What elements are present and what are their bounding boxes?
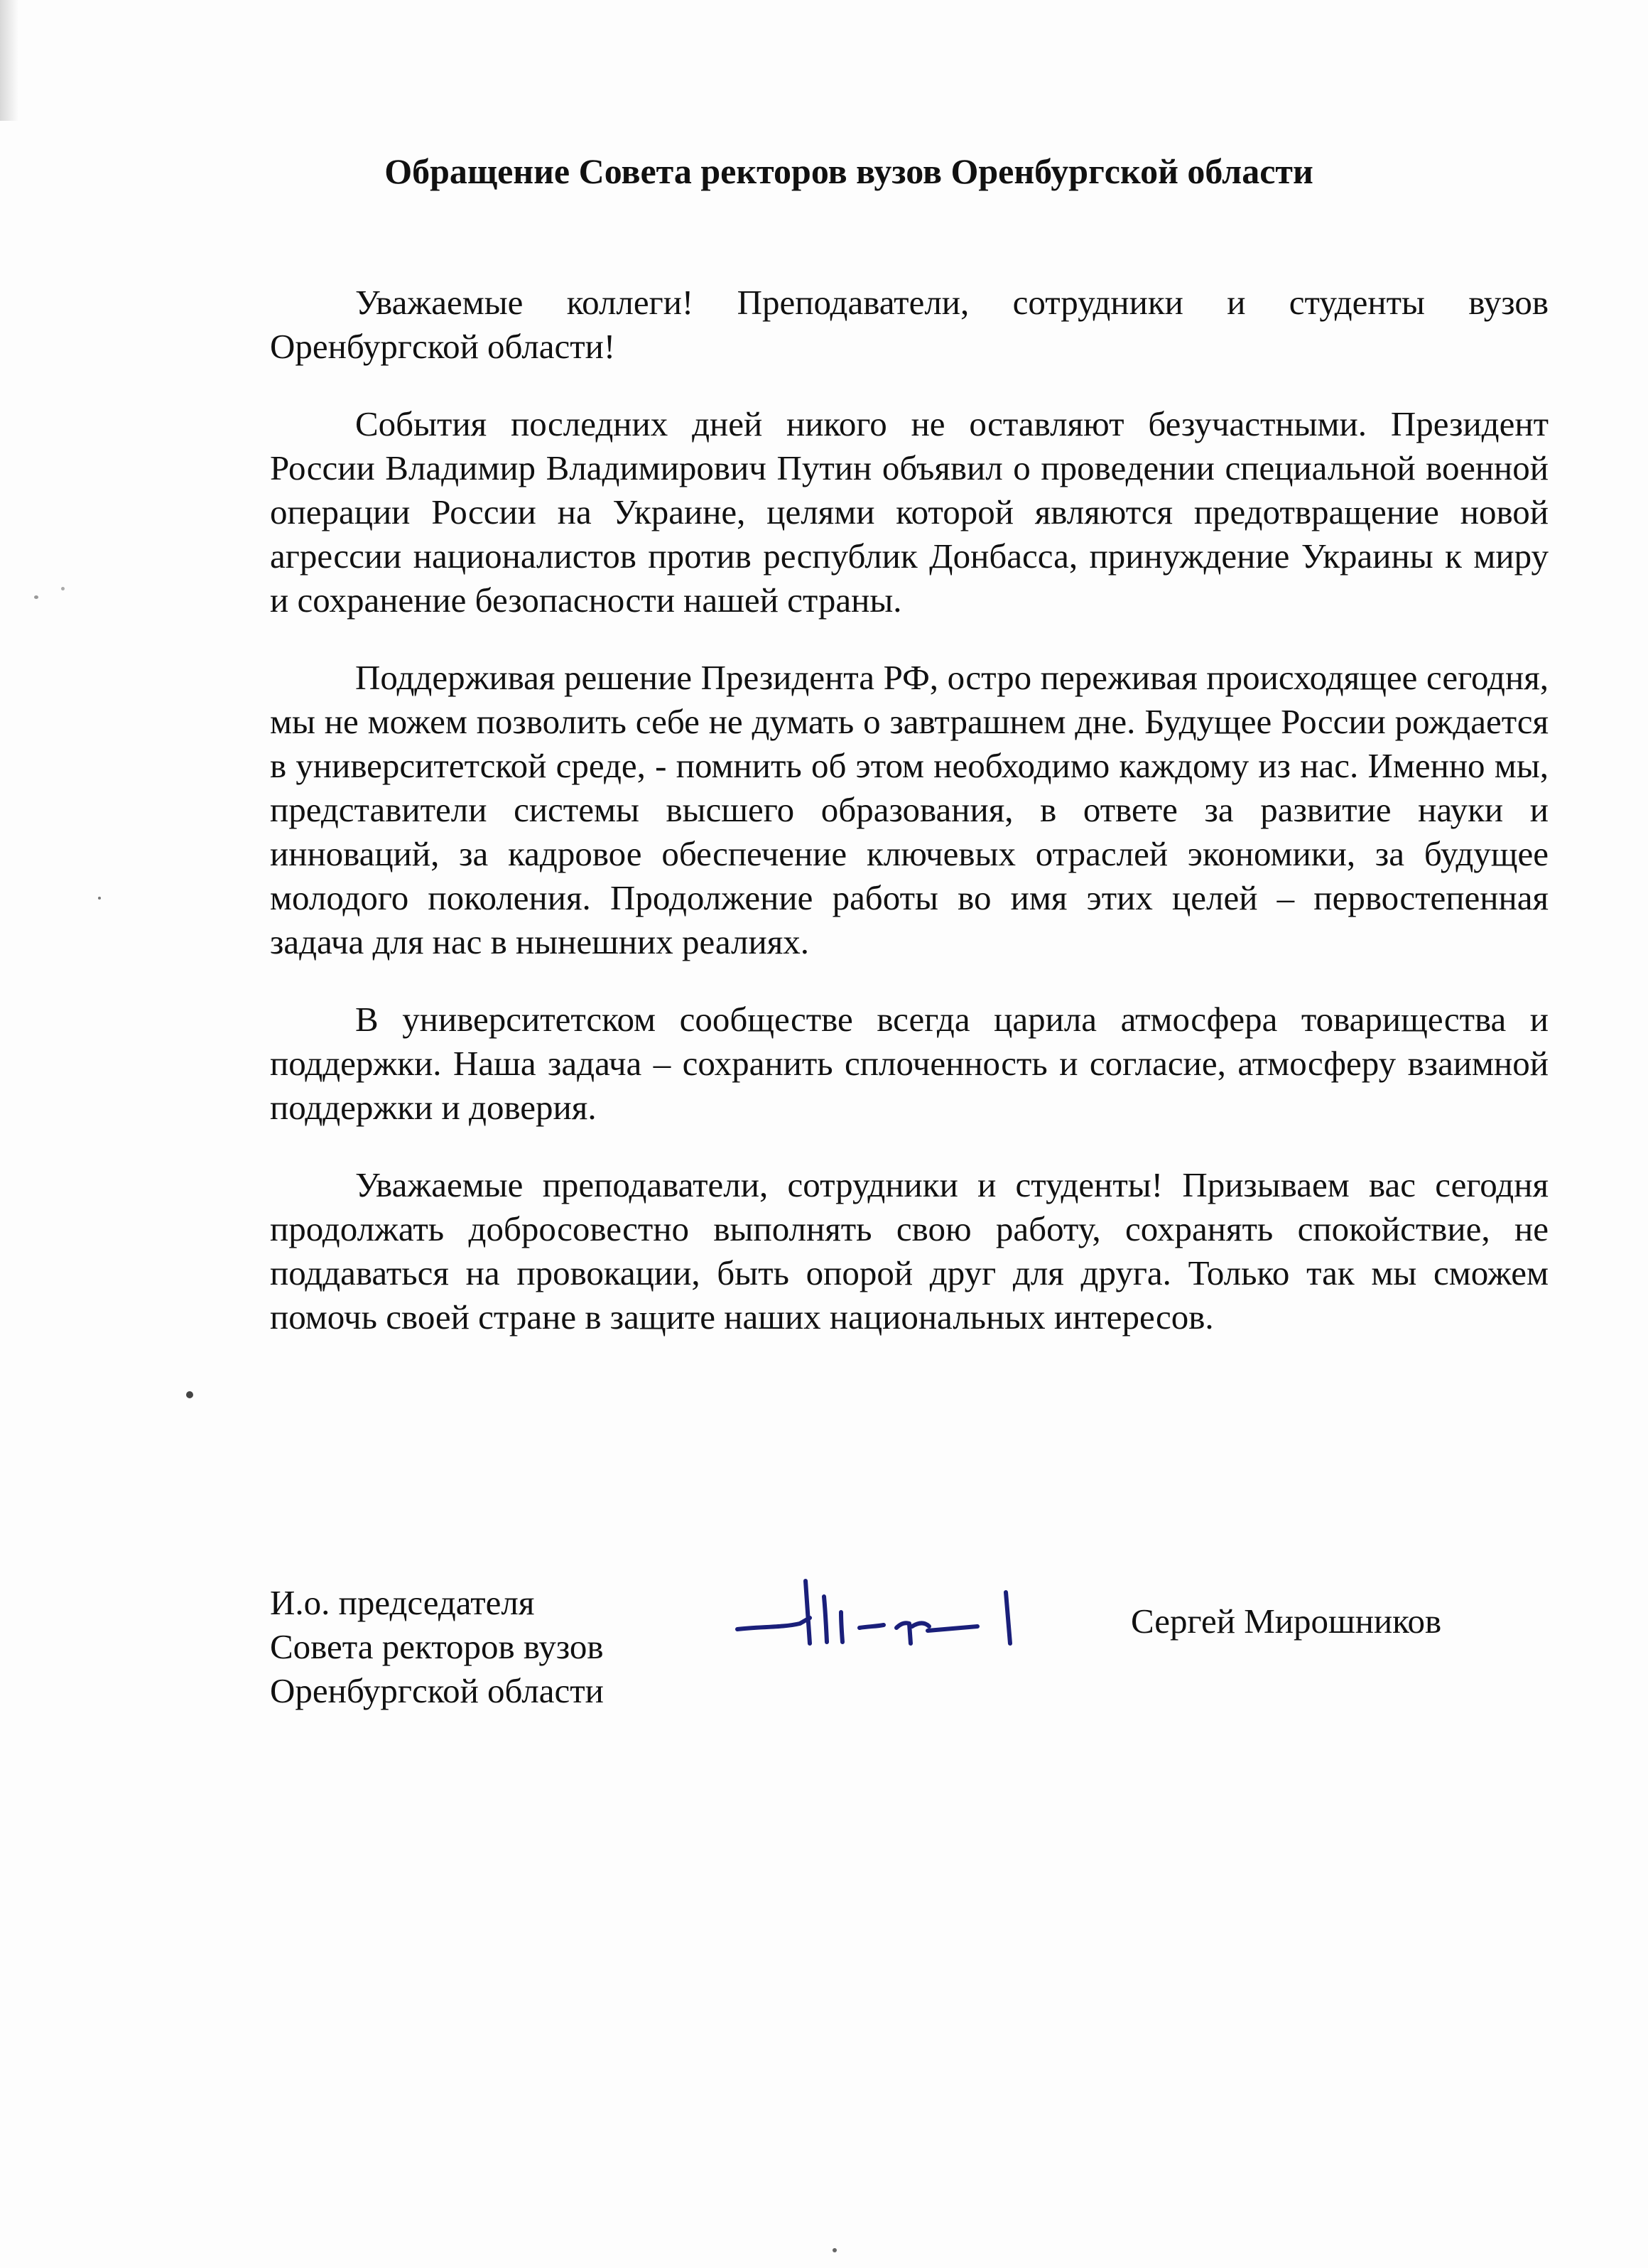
scan-speck — [186, 1391, 193, 1398]
signatory-position — [270, 1581, 604, 1713]
scan-speck — [34, 595, 38, 599]
handwritten-signature — [732, 1552, 1044, 1666]
signatory-name: Сергей Мирошников — [1131, 1602, 1442, 1641]
scan-speck — [833, 2248, 837, 2252]
signature-block — [270, 1581, 1549, 1744]
paragraph-community: В университетском сообществе всегда царила атмосфера товарищества и поддержки. Наша задача – сохранить сплоченность и согласие, атмосферу взаимной поддержки и доверия. — [270, 1000, 1549, 1127]
signatory-position-line: И.о. председателя — [270, 1583, 535, 1622]
document-title: Обращение Совета ректоров вузов Оренбургской области — [384, 151, 1313, 191]
paragraph-greeting: Уважаемые коллеги! Преподаватели, сотрудники и студенты вузов Оренбургской области! — [270, 283, 1549, 366]
paragraph-future: Поддерживая решение Президента РФ, остро переживая происходящее сегодня, мы не можем позволить себе не думать о завтрашнем дне. Будущее России рождается в университетской среде, - помнить об этом необходимо каждому из нас. Именно мы, представители системы высшего образования, в ответе за развитие науки и инноваций, за кадровое обеспечение ключевых отраслей экономики, за будущее молодого поколения. Продолжение работы во имя этих целей – первостепенная задача для нас в нынешних реалиях. — [270, 658, 1549, 961]
scan-edge-artifact — [0, 0, 18, 121]
signatory-position-line: Оренбургской области — [270, 1671, 604, 1710]
signatory-position-line: Совета ректоров вузов — [270, 1627, 604, 1666]
document-body — [270, 281, 1549, 1373]
scan-speck — [61, 587, 65, 590]
paragraph-events: События последних дней никого не оставляют безучастными. Президент России Владимир Владимирович Путин объявил о проведении специальной военной операции России на Украине, целями которой являются предотвращение новой агрессии националистов против республик Донбасса, принуждение Украины к миру и сохранение безопасности нашей страны. — [270, 404, 1549, 620]
scan-speck — [98, 897, 101, 900]
paragraph-appeal: Уважаемые преподаватели, сотрудники и студенты! Призываем вас сегодня продолжать добросовестно выполнять свою работу, сохранять спокойствие, не поддаваться на провокации, быть опорой друг для друга. Только так мы сможем помочь своей стране в защите наших национальных интересов. — [270, 1165, 1549, 1336]
